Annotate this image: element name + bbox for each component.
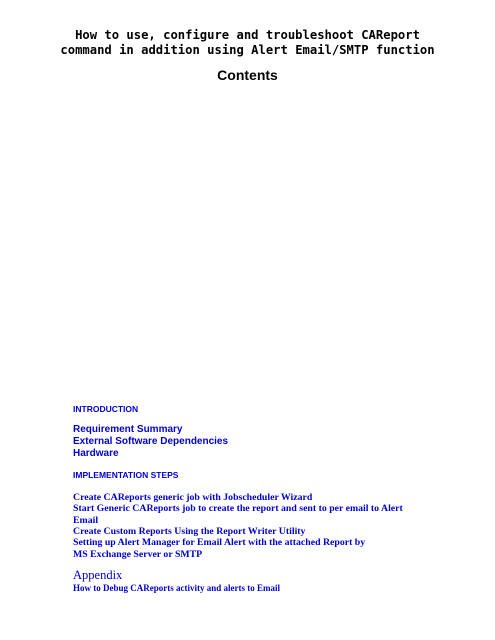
title-line-1: How to use, configure and troubleshoot CAReport xyxy=(75,28,420,42)
toc-implementation-steps[interactable]: IMPLEMENTATION STEPS xyxy=(73,470,179,480)
toc-appendix[interactable]: Appendix xyxy=(73,568,123,582)
toc-setting-up-alert-manager[interactable]: Setting up Alert Manager for Email Alert with the attached Report by MS Exchange Server or SMTP xyxy=(73,537,366,560)
title-line-2: command in addition using Alert Email/SMTP function xyxy=(60,43,435,57)
toc-debug-careports[interactable]: How to Debug CAReports activity and alerts to Email xyxy=(73,583,280,593)
toc-start-generic-careports-job[interactable]: Start Generic CAReports job to create the report and sent to per email to Alert Email xyxy=(73,503,403,526)
document-title xyxy=(40,28,455,58)
contents-heading: Contents xyxy=(217,67,278,83)
toc-hardware[interactable]: Hardware xyxy=(73,448,119,459)
toc-introduction[interactable]: INTRODUCTION xyxy=(73,404,139,414)
toc-requirement-summary[interactable]: Requirement Summary xyxy=(73,424,183,435)
toc-external-software-dependencies[interactable]: External Software Dependencies xyxy=(73,436,229,447)
toc-create-careports-job[interactable]: Create CAReports generic job with Jobscheduler Wizard xyxy=(73,492,313,503)
toc-create-custom-reports[interactable]: Create Custom Reports Using the Report Writer Utility xyxy=(73,526,306,537)
